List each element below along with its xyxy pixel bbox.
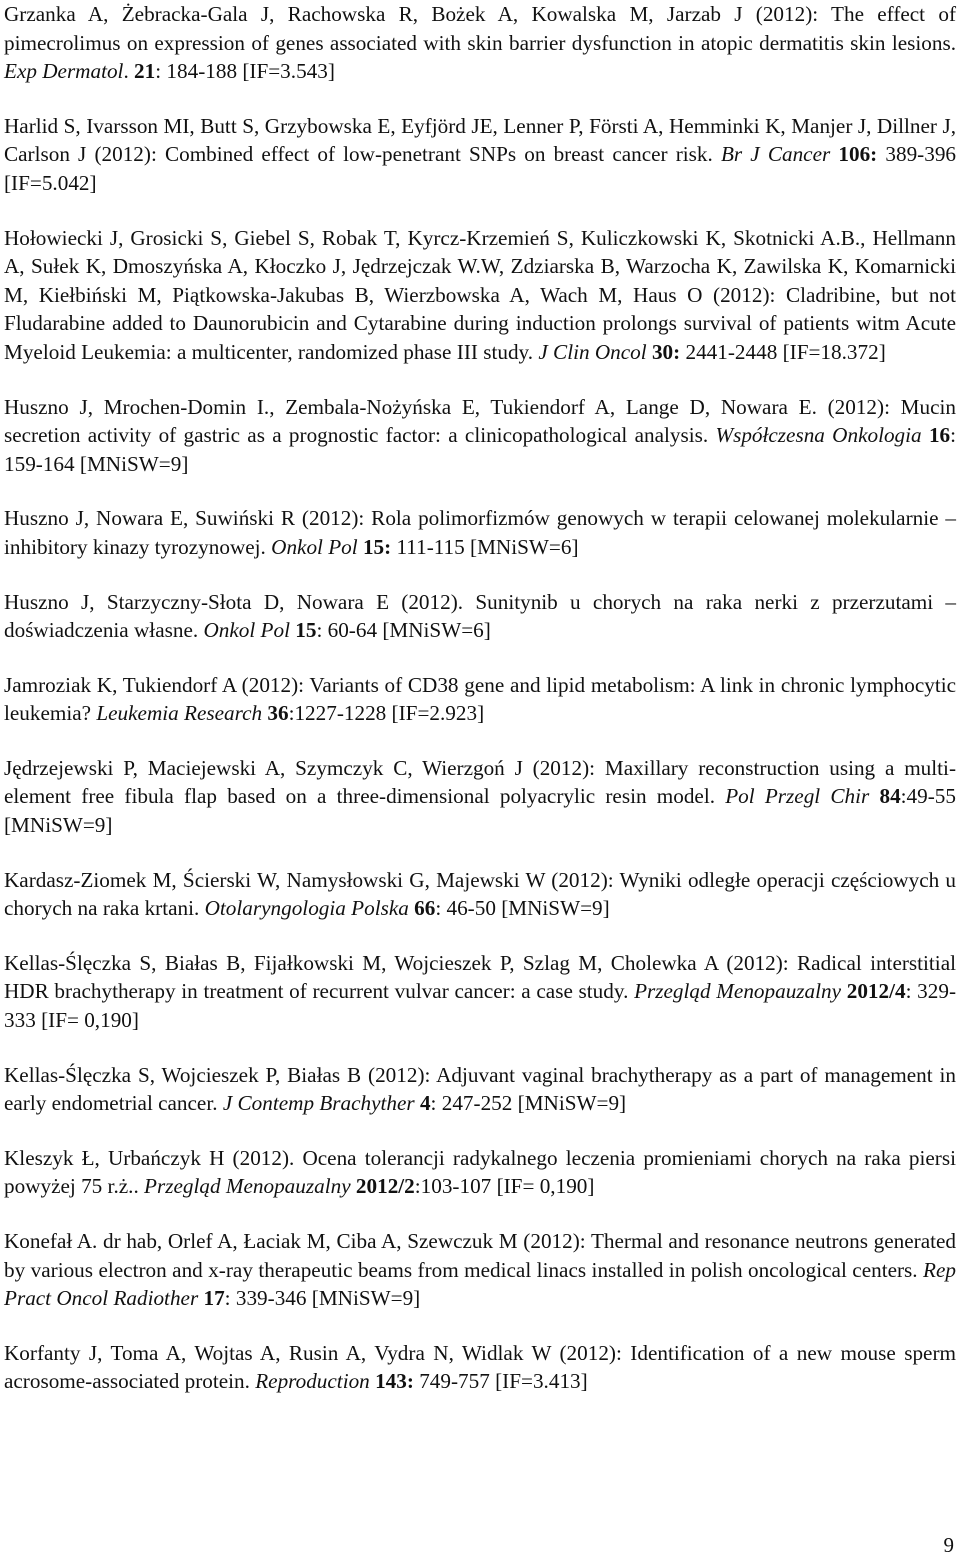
reference-entry [4,671,956,728]
reference-journal: Onkol Pol [271,534,358,559]
reference-pages-impact: : 329-333 [IF= 0,190] [4,979,957,1033]
reference-authors-title: Kleszyk Ł, Urbańczyk H (2012). Ocena tolerancji radykalnego leczenia promieniami chorych na raka piersi powyżej 75 r.ż.. [4,1145,956,1199]
reference-pages-impact: 749-757 [IF=3.413] [413,1369,588,1394]
reference-journal: Onkol Pol [203,618,290,643]
reference-journal: Rep Pract Oncol Radiother [4,1257,956,1311]
reference-volume: 2012/2 [355,1174,415,1199]
reference-volume: 4 [419,1091,431,1116]
reference-authors-title: Kardasz-Ziomek M, Ścierski W, Namysłowski G, Majewski W (2012): Wyniki odległe operacji częściowych u chorych na raka krtani. [4,867,956,921]
reference-volume: 36 [267,701,289,726]
reference-volume: 15: [362,534,392,559]
reference-pages-impact: 111-115 [MNiSW=6] [391,534,579,559]
reference-volume: 17 [203,1286,225,1311]
reference-entry [4,588,956,645]
page-number: 9 [943,1533,954,1557]
reference-entry [4,504,956,561]
reference-pages-impact: :1227-1228 [IF=2.923] [288,701,485,726]
reference-authors-title: Hołowiecki J, Grosicki S, Giebel S, Robak T, Kyrcz-Krzemień S, Kuliczkowski K, Skotnicki A.B., Hellmann A, Sułek K, Dmoszyńska A, Kłoczko J, Jędrzejczak W.W, Zdziarska B, Warzocha K, Zawilska K, Komarnicki M, Kiełbiński M, Piątkowska-Jakubas B, Wierzbowska A, Wach M, Haus O (2012): Cladribine, but not Fludarabine added to Daunorubicin and Cytarabine during induction prolongs survival of patients witm Acute Myeloid Leukemia: a multicenter, randomized phase III study. [4,225,956,364]
reference-separator: . [123,59,135,84]
reference-volume: 2012/4 [846,979,906,1004]
reference-authors-title: Jędrzejewski P, Maciejewski A, Szymczyk C, Wierzgoń J (2012): Maxillary reconstruction using a multi-element free fibula flap based on a three-dimensional polyacrylic resin model. [4,755,956,809]
reference-authors-title: Huszno J, Nowara E, Suwiński R (2012): Rola polimorfizmów genowych w terapii celowanej molekularnie – inhibitory kinazy tyrozynowej. [4,506,956,559]
reference-authors-title: Huszno J, Starzyczny-Słota D, Nowara E (2012). Sunitynib u chorych na raka nerki z przerzutami – doświadczenia własne. [4,589,956,643]
reference-entry [4,866,956,923]
reference-pages-impact: : 339-346 [MNiSW=9] [224,1286,421,1311]
reference-volume: 66 [414,896,436,921]
reference-pages-impact: : 159-164 [MNiSW=9] [4,423,957,476]
reference-entry [4,393,956,479]
reference-pages-impact: 389-396 [IF=5.042] [4,142,957,195]
reference-volume: 15 [295,618,317,643]
reference-separator [922,423,929,447]
reference-pages-impact: :49-55 [MNiSW=9] [4,784,956,838]
reference-entry [4,949,956,1035]
reference-volume: 21 [134,59,156,84]
reference-entry [4,1339,956,1396]
reference-authors-title: Harlid S, Ivarsson MI, Butt S, Grzybowska E, Eyfjörd JE, Lenner P, Försti A, Hemminki K, Manjer J, Dillner J, Carlson J (2012): Combined effect of low-penetrant SNPs on breast cancer risk. [4,113,956,167]
reference-entry [4,1227,956,1313]
reference-journal: Przegląd Menopauzalny [634,979,842,1004]
reference-authors-title: Kellas-Ślęczka S, Białas B, Fijałkowski M, Wojcieszek P, Szlag M, Cholewka A (2012): Radical interstitial HDR brachytherapy in treatment of recurrent vulvar cancer: a case study. [4,950,956,1004]
reference-volume: 30: [651,339,681,364]
reference-entry [4,112,956,198]
reference-volume: 16 [928,423,951,448]
reference-entry [4,0,956,86]
reference-authors-title: Huszno J, Mrochen-Domin I., Zembala-Nożyńska E, Tukiendorf A, Lange D, Nowara E. (2012): Mucin secretion activity of gastric as a prognostic factor: a clinicopathological analysis. [4,394,956,448]
reference-pages-impact: : 184-188 [IF=3.543] [155,59,335,84]
reference-pages-impact: 2441-2448 [IF=18.372] [680,339,886,364]
reference-pages-impact: : 46-50 [MNiSW=9] [435,896,610,921]
reference-journal: Br J Cancer [720,142,831,167]
reference-volume: 143: [375,1369,414,1394]
reference-authors-title: Jamroziak K, Tukiendorf A (2012): Variants of CD38 gene and lipid metabolism: A link in chronic lymphocytic leukemia? [4,672,956,726]
reference-volume: 106: [838,142,878,167]
reference-list [4,0,956,1422]
reference-journal: Przegląd Menopauzalny [144,1174,351,1199]
reference-pages-impact: : 60-64 [MNiSW=6] [316,618,491,643]
reference-authors-title: Korfanty J, Toma A, Wojtas A, Rusin A, Vydra N, Widlak W (2012): Identification of a new mouse sperm acrosome-associated protein. [4,1340,956,1394]
reference-entry [4,754,956,840]
reference-entry [4,1144,956,1201]
reference-journal: Otolaryngologia Polska [204,896,409,921]
reference-authors-title: Kellas-Ślęczka S, Wojcieszek P, Białas B (2012): Adjuvant vaginal brachytherapy as a part of management in early endometrial cancer. [4,1062,956,1116]
reference-pages-impact: :103-107 [IF= 0,190] [414,1174,595,1199]
reference-journal: J Clin Oncol [538,339,647,364]
reference-authors-title: Konefał A. dr hab, Orlef A, Łaciak M, Ciba A, Szewczuk M (2012): Thermal and resonance neutrons generated by various electron and x-ray therapeutic beams from medical linacs installed in polish oncological centers. [4,1229,956,1282]
reference-journal: Leukemia Research [96,701,263,726]
reference-journal: Pol Przegl Chir [725,784,870,809]
reference-journal: Reproduction [255,1369,370,1394]
reference-entry [4,1061,956,1118]
reference-journal: Exp Dermatol [4,59,124,84]
reference-authors-title: Grzanka A, Żebracka-Gala J, Rachowska R, Bożek A, Kowalska M, Jarzab J (2012): The effect of pimecrolimus on expression of genes associated with skin barrier dysfunction in atopic dermatitis skin lesions. [4,2,956,55]
reference-pages-impact: : 247-252 [MNiSW=9] [430,1091,627,1116]
reference-volume: 84 [879,784,901,809]
reference-journal: Współczesna Onkologia [715,423,922,448]
reference-journal: J Contemp Brachyther [222,1091,415,1116]
reference-entry [4,224,956,367]
reference-separator [869,784,879,808]
